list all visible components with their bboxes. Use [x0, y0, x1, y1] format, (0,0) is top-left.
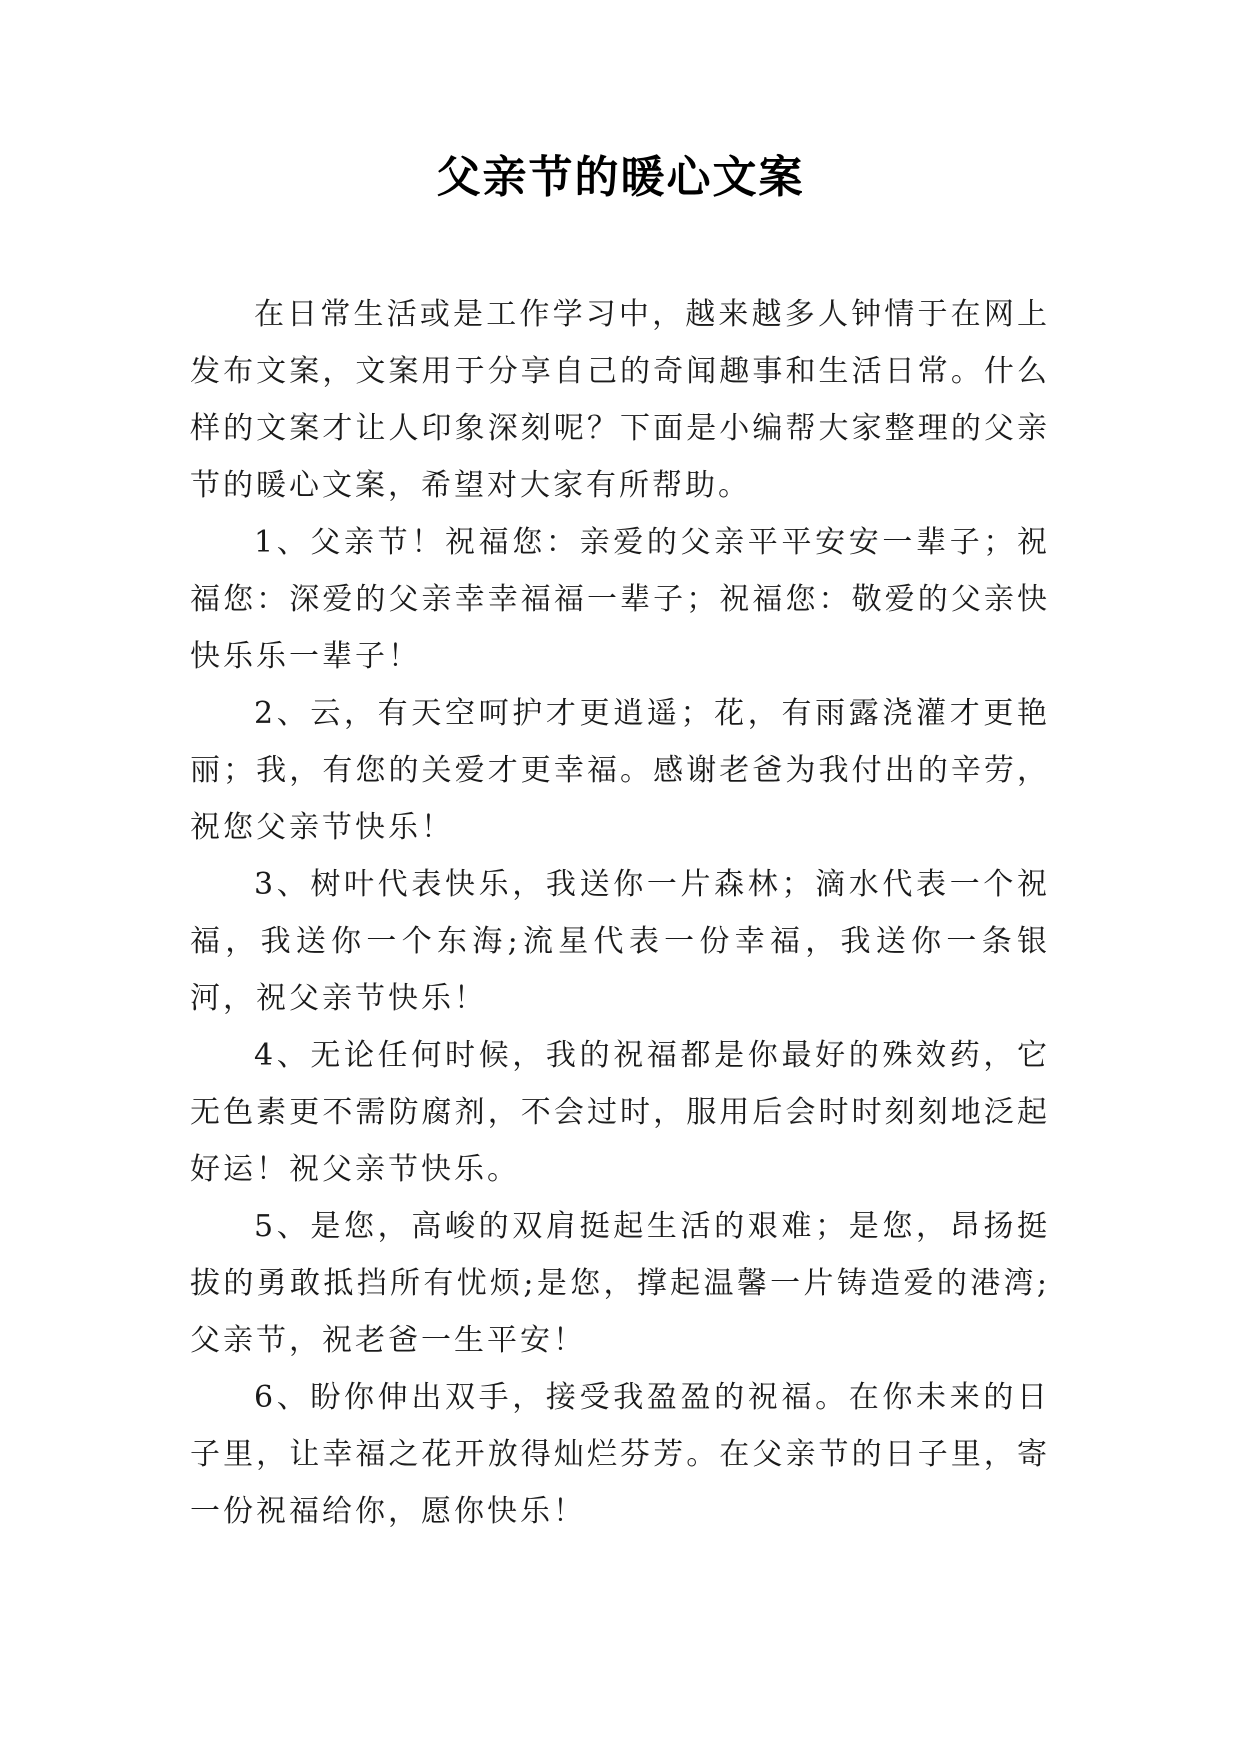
list-item: 4、无论任何时候，我的祝福都是你最好的殊效药，它无色素更不需防腐剂，不会过时，服用后会时时刻刻地泛起好运！祝父亲节快乐。 [190, 1038, 1050, 1187]
document-title: 父亲节的暖心文案 [436, 152, 805, 203]
list-item: 6、盼你伸出双手，接受我盈盈的祝福。在你未来的日子里，让幸福之花开放得灿烂芬芳。在父亲节的日子里，寄一份祝福给你，愿你快乐！ [190, 1380, 1050, 1529]
list-item: 2、云，有天空呵护才更逍遥；花，有雨露浇灌才更艳丽；我，有您的关爱才更幸福。感谢老爸为我付出的辛劳，祝您父亲节快乐！ [190, 696, 1050, 845]
list-item: 3、树叶代表快乐，我送你一片森林；滴水代表一个祝福，我送你一个东海;流星代表一份幸福，我送你一条银河，祝父亲节快乐！ [190, 867, 1050, 1016]
list-item: 5、是您，高峻的双肩挺起生活的艰难；是您，昂扬挺拔的勇敢抵挡所有忧烦;是您，撑起温馨一片铸造爱的港湾;父亲节，祝老爸一生平安！ [190, 1209, 1050, 1358]
document-body [190, 286, 1050, 1540]
list-item: 1、父亲节！祝福您：亲爱的父亲平平安安一辈子；祝福您：深爱的父亲幸幸福福一辈子；祝福您：敬爱的父亲快快乐乐一辈子！ [190, 525, 1050, 674]
intro-paragraph: 在日常生活或是工作学习中，越来越多人钟情于在网上发布文案，文案用于分享自己的奇闻趣事和生活日常。什么样的文案才让人印象深刻呢？下面是小编帮大家整理的父亲节的暖心文案，希望对大家有所帮助。 [190, 297, 1050, 503]
